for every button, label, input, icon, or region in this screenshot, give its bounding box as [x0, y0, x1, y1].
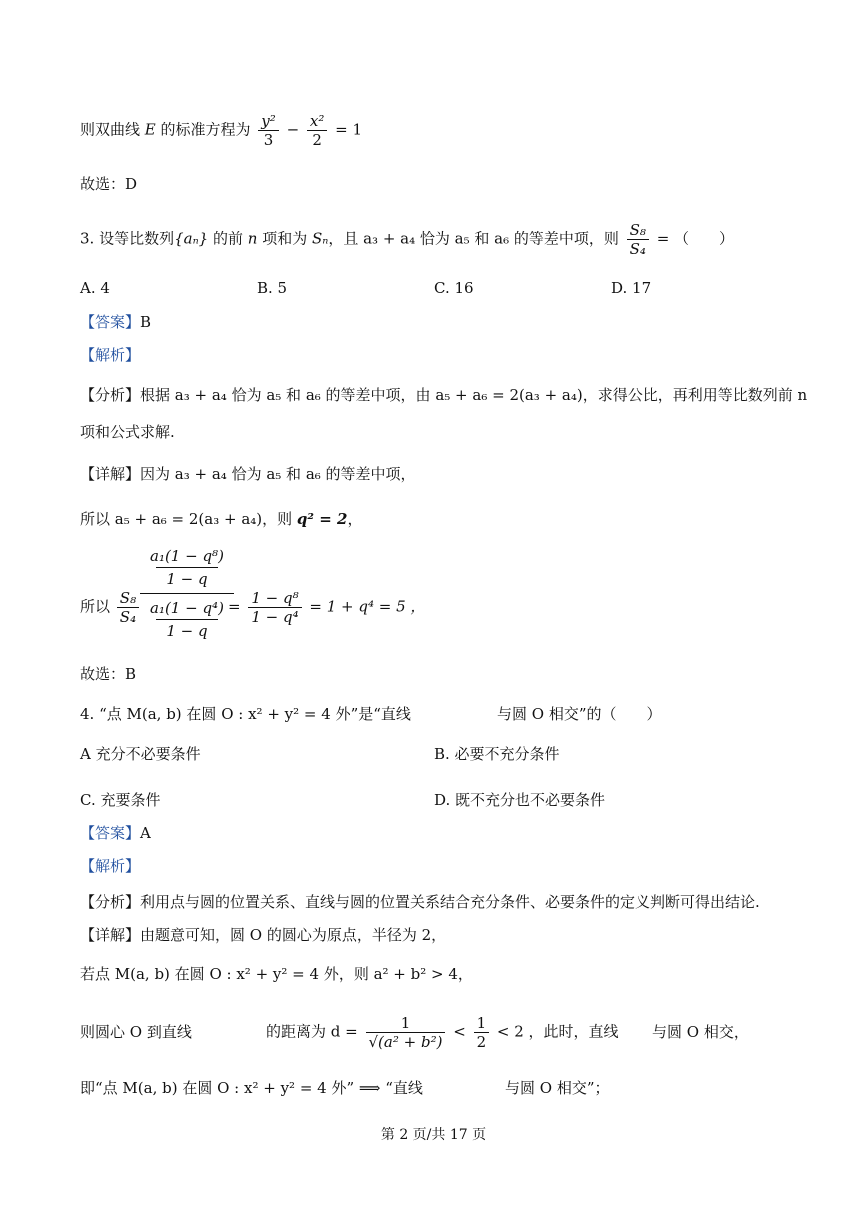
compound-fraction: a₁(1 − q⁸) 1 − q a₁(1 − q⁴) 1 − q: [140, 545, 234, 642]
q3-option-d: D. 17: [611, 279, 652, 297]
q4-xiangjie-line3: 则圆心 O 到直线: [80, 1023, 192, 1041]
fraction-s8-s4-detail: $\frac{\text{S₈}}{\text{S₄}}$: [117, 589, 139, 626]
choice-d: 故选：D: [80, 175, 138, 193]
q3-fenxi-line1: 【分析】根据 a₃ + a₄ 恰为 a₅ 和 a₆ 的等差中项，由 a₅ + a₆ = 2(a₃ + a₄)，求得公比，再利用等比数列前 n: [80, 386, 808, 404]
q4-stem: 4. “点 M(a, b) 在圆 O : x² + y² = 4 外”是“直线: [80, 705, 411, 723]
q3-option-b: B. 5: [257, 279, 288, 297]
q3-option-a: A. 4: [80, 279, 110, 297]
q4-xiangjie-line4: 即“点 M(a, b) 在圆 O : x² + y² = 4 外” ⟹ “直线: [80, 1079, 423, 1097]
q3-option-c: C. 16: [434, 279, 474, 297]
fraction-s8-s4: $\frac{\text{S₈}}{\text{S₄}}$: [627, 221, 649, 258]
fraction-x2-2: $\frac{\text{x²}}{2}$: [307, 112, 327, 149]
q4-xiangjie-line2: 若点 M(a, b) 在圆 O : x² + y² = 4 外，则 a² + b² > 4，: [80, 965, 473, 983]
fraction-1-q8-over-1-q4: $\frac{\text{1 − q⁸}}{\text{1 − q⁴}}$: [248, 589, 301, 626]
q3-result-line: = $\frac{\text{1 − q⁸}}{\text{1 − q⁴}}$ = 1 + q⁴ = 5 ，: [228, 589, 426, 626]
q4-option-c: C. 充要条件: [80, 791, 161, 809]
page-footer: 第 2 页/共 17 页: [380, 1127, 487, 1143]
q3-stem: 3. 设等比数列{aₙ} 的前 n 项和为 Sₙ，且 a₃ + a₄ 恰为 a₅ 和 a₆ 的等差中项，则 $\frac{\text{S₈}}{\text{S₄}}$ = （ ）: [80, 221, 735, 258]
q4-analysis-tag: 【解析】: [80, 857, 141, 875]
q4-stem-end: 与圆 O 相交”的（ ）: [497, 705, 662, 723]
hyperbola-equation-line: 则双曲线 E 的标准方程为 $\frac{\text{y²}}{3}$ − $\frac{\text{x²}}{2}$ = 1: [80, 112, 363, 149]
q3-fenxi-line2: 项和公式求解.: [80, 423, 175, 441]
q3-xiangjie-line1: 【详解】因为 a₃ + a₄ 恰为 a₅ 和 a₆ 的等差中项，: [80, 465, 416, 483]
q3-xiangjie-line2: 所以 a₅ + a₆ = 2(a₃ + a₄)，则 q² = 2，: [80, 510, 363, 528]
fraction-distance: $\frac{1}{\text{√(a² + b²)}}$: [366, 1014, 446, 1051]
text: 则双曲线: [80, 120, 145, 139]
q4-xiangjie-line4-end: 与圆 O 相交”；: [505, 1079, 610, 1097]
fraction-y2-3: $\frac{\text{y²}}{3}$: [258, 112, 279, 149]
q3-answer: 【答案】B: [80, 313, 152, 331]
q4-xiangjie-line3-end: 与圆 O 相交，: [652, 1023, 749, 1041]
q4-option-b: B. 必要不充分条件: [434, 745, 560, 763]
fraction-half: $\frac{1}{2}$: [474, 1014, 490, 1051]
q4-answer: 【答案】A: [80, 824, 151, 842]
q3-suoyi-label: 所以 $\frac{\text{S₈}}{\text{S₄}}$: [80, 589, 142, 626]
q4-option-d: D. 既不充分也不必要条件: [434, 791, 606, 809]
var-e: E: [144, 120, 156, 139]
q4-distance: 的距离为 d = $\frac{1}{\text{√(a² + b²)}}$ < $\frac{1}{2}$ < 2 ，此时，直线: [266, 1014, 619, 1051]
q4-option-a: A 充分不必要条件: [80, 745, 201, 763]
q4-fenxi: 【分析】利用点与圆的位置关系、直线与圆的位置关系结合充分条件、必要条件的定义判断可得出结论.: [80, 893, 760, 911]
q3-analysis-tag: 【解析】: [80, 346, 141, 364]
choice-b: 故选：B: [80, 665, 137, 683]
q4-xiangjie-line1: 【详解】由题意可知，圆 O 的圆心为原点，半径为 2，: [80, 926, 447, 944]
text: 的标准方程为: [155, 120, 251, 139]
